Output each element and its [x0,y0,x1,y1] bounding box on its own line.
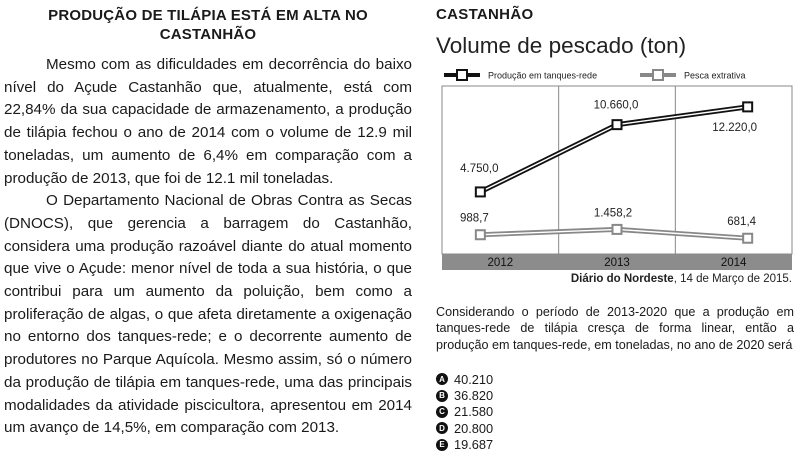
article-paragraph-2: O Departamento Nacional de Obras Contra as Secas (DNOCS), que gerencia a barragem do Castanhão, considera uma produção razoável diante do atual momento que vive o Açude: menor nível de toda a sua história, o que contribui para um aumento da poluição, bem como a proliferação de algas, o que afeta diretamente a oxigenação no entorno dos tanques-rede; e o decorrente aumento de produtores no Parque Aquícola. Mesmo assim, só o número da produção de tilápia em tanques-rede, uma das principais modalidades da atividade piscicultora, apresentou em 2014 um avanço de 14,5%, em comparação com 2013. [4,192,412,437]
line-chart [436,66,796,270]
legend-swatch-marker-0 [457,70,467,80]
answer-options [436,371,493,453]
series-0-point-2012 [476,187,485,196]
x-tick-label-2012: 2012 [487,257,514,269]
option-c[interactable] [436,404,493,420]
option-c-value: 21.580 [454,404,494,420]
option-a[interactable] [436,371,493,387]
option-d-badge: D [436,422,448,434]
series-0-label-2012: 4.750,0 [460,162,499,175]
article-title: PRODUÇÃO DE TILÁPIA ESTÁ EM ALTA NO CASTANHÃO [48,7,368,43]
article-paragraph-1: Mesmo com as dificuldades em decorrência do baixo nível do Açude Castanhão que, atualmente, está com 22,84% da sua capacidade de armazenamento, a produção de tilápia fechou o ano de 2014 com o volume de 12.9 mil toneladas, um aumento de 6,4% em comparação com a produção de 2013, que foi de 12.1 mil toneladas. [4,56,412,187]
option-b-value: 36.820 [454,388,494,404]
chart-title: Volume de pescado (ton) [436,33,687,58]
question-text: Considerando o período de 2013-2020 que a produção em tanques-rede de tilápia cresça de forma linear, então a produção em tanques-rede, em toneladas, no ano de 2020 será [436,305,794,352]
series-0-label-2014: 12.220,0 [712,121,758,134]
series-1-point-2014 [743,234,752,243]
option-e-value: 19.687 [454,437,494,453]
series-1-point-2012 [476,230,485,239]
legend-swatch-marker-1 [653,70,663,80]
option-a-badge: A [436,373,448,385]
series-1-point-2013 [613,225,622,234]
x-tick-label-2013: 2013 [604,257,630,269]
option-c-badge: C [436,406,448,418]
series-0-label-2013: 10.660,0 [593,99,639,112]
legend-label-1: Pesca extrativa [684,70,746,81]
option-a-value: 40.210 [454,371,494,387]
series-0-point-2014 [743,102,752,111]
series-0-point-2013 [613,120,622,129]
series-1-label-2014: 681,4 [727,216,757,229]
option-d[interactable] [436,420,493,436]
legend-label-0: Produção em tanques-rede [488,70,598,81]
series-1-label-2013: 1.458,2 [593,207,633,220]
source-name: Diário do Nordeste [570,273,674,285]
option-d-value: 20.800 [454,420,494,436]
x-tick-label-2014: 2014 [720,257,747,269]
option-e-badge: E [436,439,448,451]
chart-source [571,273,792,285]
infographic-tag: CASTANHÃO [436,6,534,23]
article [4,6,412,440]
option-e[interactable] [436,437,493,453]
option-b-badge: B [436,390,448,402]
source-date: , 14 de Março de 2015. [673,273,792,285]
option-b[interactable] [436,387,493,403]
chart-legend [444,70,746,81]
series-1-label-2012: 988,7 [459,212,489,225]
